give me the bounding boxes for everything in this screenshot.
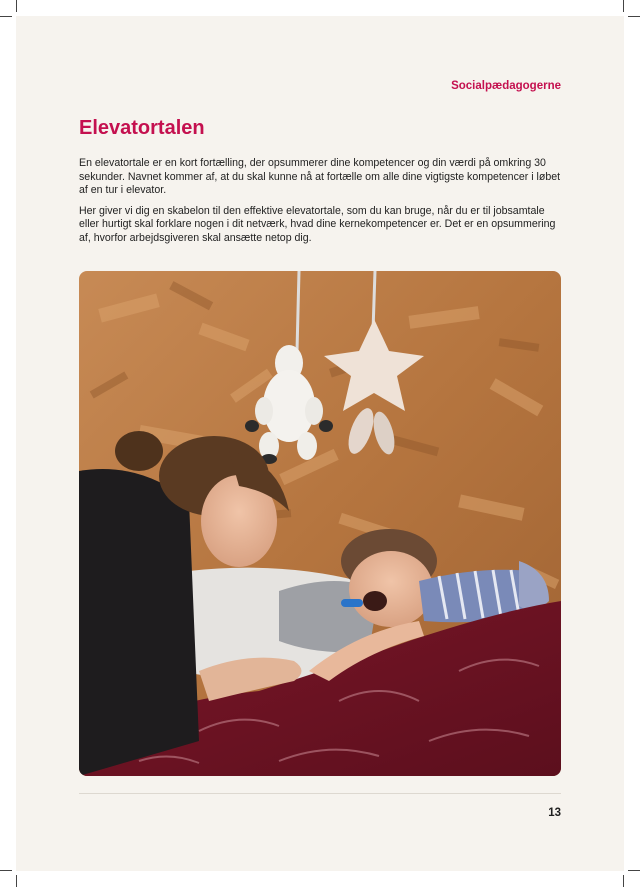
crop-mark bbox=[0, 870, 12, 871]
crop-mark bbox=[628, 870, 640, 871]
footer-divider bbox=[79, 793, 561, 794]
crop-mark bbox=[16, 0, 17, 12]
organization-name: Socialpædagogerne bbox=[451, 80, 561, 92]
paragraph-intro: En elevatortale er en kort fortælling, der opsummerer dine kompetencer og din værdi på omkring 30 sekunder. Navnet kommer af, at du skal kunne nå at fortælle om alle dine vigtigste kompetencer i løbet af en tur i elevator. bbox=[79, 157, 561, 197]
crop-mark bbox=[623, 875, 624, 887]
document-page bbox=[16, 16, 624, 871]
crop-mark bbox=[628, 16, 640, 17]
article-photo bbox=[79, 271, 561, 776]
crop-mark bbox=[16, 875, 17, 887]
paragraph-template: Her giver vi dig en skabelon til den effektive elevatortale, som du kan bruge, når du er til jobsamtale eller hurtigt skal forklare nogen i dit netværk, hvad dine kernekompetencer er. Det er en opsummering af, hvorfor arbejdsgiveren skal ansætte netop dig. bbox=[79, 204, 556, 244]
crop-mark bbox=[0, 16, 12, 17]
article-body bbox=[79, 157, 563, 253]
hanging-cord bbox=[297, 271, 299, 351]
page-title: Elevatortalen bbox=[79, 117, 205, 139]
crop-mark bbox=[623, 0, 624, 12]
page-number: 13 bbox=[548, 807, 561, 819]
